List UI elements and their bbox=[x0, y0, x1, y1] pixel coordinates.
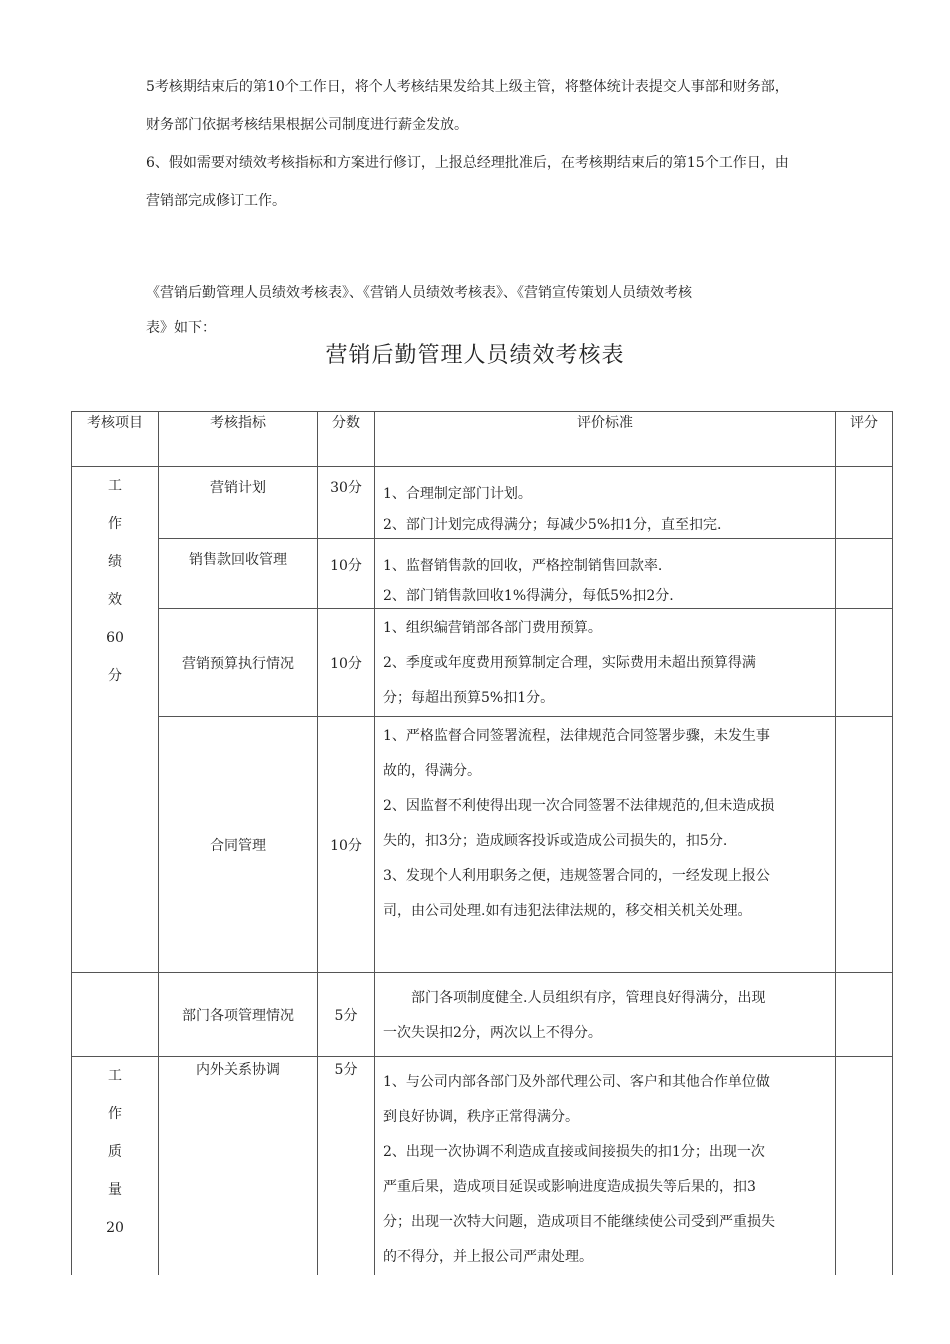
reference-line: 《营销后勤管理人员绩效考核表》、《营销人员绩效考核表》、《营销宣传策划人员绩效考核 bbox=[146, 285, 692, 301]
criteria-cell: 1、组织编营销部各部门费用预算。 2、季度或年度费用预算制定合理，实际费用未超出预算得满 分；每超出预算5%扣1分。 bbox=[375, 609, 836, 717]
rating-cell[interactable] bbox=[836, 609, 893, 717]
score-cell: 10分 bbox=[318, 717, 375, 973]
criteria-cell: 1、合理制定部门计划。 2、部门计划完成得满分；每减少5%扣1分，直至扣完. bbox=[375, 467, 836, 539]
indicator-cell: 销售款回收管理 bbox=[159, 539, 318, 609]
indicator-cell: 合同管理 bbox=[159, 717, 318, 973]
evaluation-table bbox=[71, 411, 893, 1275]
group-work-performance: 工 作 绩 效 60 分 bbox=[72, 467, 159, 973]
score-cell: 5分 bbox=[318, 973, 375, 1057]
rating-cell[interactable] bbox=[836, 1057, 893, 1276]
header-criteria: 评价标准 bbox=[375, 412, 836, 467]
rating-cell[interactable] bbox=[836, 717, 893, 973]
table-row bbox=[72, 539, 893, 609]
intro-line: 财务部门依据考核结果根据公司制度进行薪金发放。 bbox=[146, 117, 468, 133]
score-cell: 5分 bbox=[318, 1057, 375, 1276]
table-row bbox=[72, 467, 893, 539]
table-row bbox=[72, 717, 893, 973]
criteria-cell: 1、监督销售款的回收，严格控制销售回款率. 2、部门销售款回收1%得满分，每低5%扣2分. bbox=[375, 539, 836, 609]
table-title: 营销后勤管理人员绩效考核表 bbox=[325, 343, 625, 368]
criteria-cell: 部门各项制度健全.人员组织有序，管理良好得满分，出现 一次失误扣2分，两次以上不得分。 bbox=[375, 973, 836, 1057]
rating-cell[interactable] bbox=[836, 973, 893, 1057]
group-blank-cell bbox=[72, 973, 159, 1057]
indicator-cell: 内外关系协调 bbox=[159, 1057, 318, 1276]
header-indicator: 考核指标 bbox=[159, 412, 318, 467]
reference-paragraph bbox=[146, 276, 906, 346]
score-cell: 10分 bbox=[318, 609, 375, 717]
criteria-cell: 1、严格监督合同签署流程，法律规范合同签署步骤，未发生事 故的，得满分。 2、因监督不利使得出现一次合同签署不法律规范的,但未造成损 失的，扣3分；造成顾客投诉或造成公司损失的，扣5分. 3、发现个人利用职务之便，违规签署合同的，一经发现上报公 司，由公司处理.如有违犯法律法规的，移交相关机关处理。 bbox=[375, 717, 836, 973]
table-row bbox=[72, 609, 893, 717]
table-header-row bbox=[72, 412, 893, 467]
indicator-cell: 营销预算执行情况 bbox=[159, 609, 318, 717]
intro-line: 营销部完成修订工作。 bbox=[146, 193, 286, 209]
rating-cell[interactable] bbox=[836, 467, 893, 539]
indicator-cell: 营销计划 bbox=[159, 467, 318, 539]
rating-cell[interactable] bbox=[836, 539, 893, 609]
table-row bbox=[72, 973, 893, 1057]
header-score: 分数 bbox=[318, 412, 375, 467]
header-project: 考核项目 bbox=[72, 412, 159, 467]
score-cell: 10分 bbox=[318, 539, 375, 609]
intro-line: 6、假如需要对绩效考核指标和方案进行修订，上报总经理批准后，在考核期结束后的第15个工作日，由 bbox=[146, 155, 789, 171]
table-row bbox=[72, 1057, 893, 1276]
header-rating: 评分 bbox=[836, 412, 893, 467]
criteria-cell: 1、与公司内部各部门及外部代理公司、客户和其他合作单位做 到良好协调，秩序正常得满分。 2、出现一次协调不利造成直接或间接损失的扣1分；出现一次 严重后果，造成项目延误或影响进度造成损失等后果的，扣3 分；出现一次特大问题，造成项目不能继续使公司受到严重损失 的不得分，并上报公司严肃处理。 bbox=[375, 1057, 836, 1276]
indicator-cell: 部门各项管理情况 bbox=[159, 973, 318, 1057]
group-work-quality: 工 作 质 量 20 bbox=[72, 1057, 159, 1276]
intro-line: 5考核期结束后的第10个工作日，将个人考核结果发给其上级主管，将整体统计表提交人事部和财务部， bbox=[146, 79, 789, 95]
reference-line: 表》如下： bbox=[146, 320, 216, 336]
intro-paragraphs bbox=[146, 68, 906, 220]
score-cell: 30分 bbox=[318, 467, 375, 539]
